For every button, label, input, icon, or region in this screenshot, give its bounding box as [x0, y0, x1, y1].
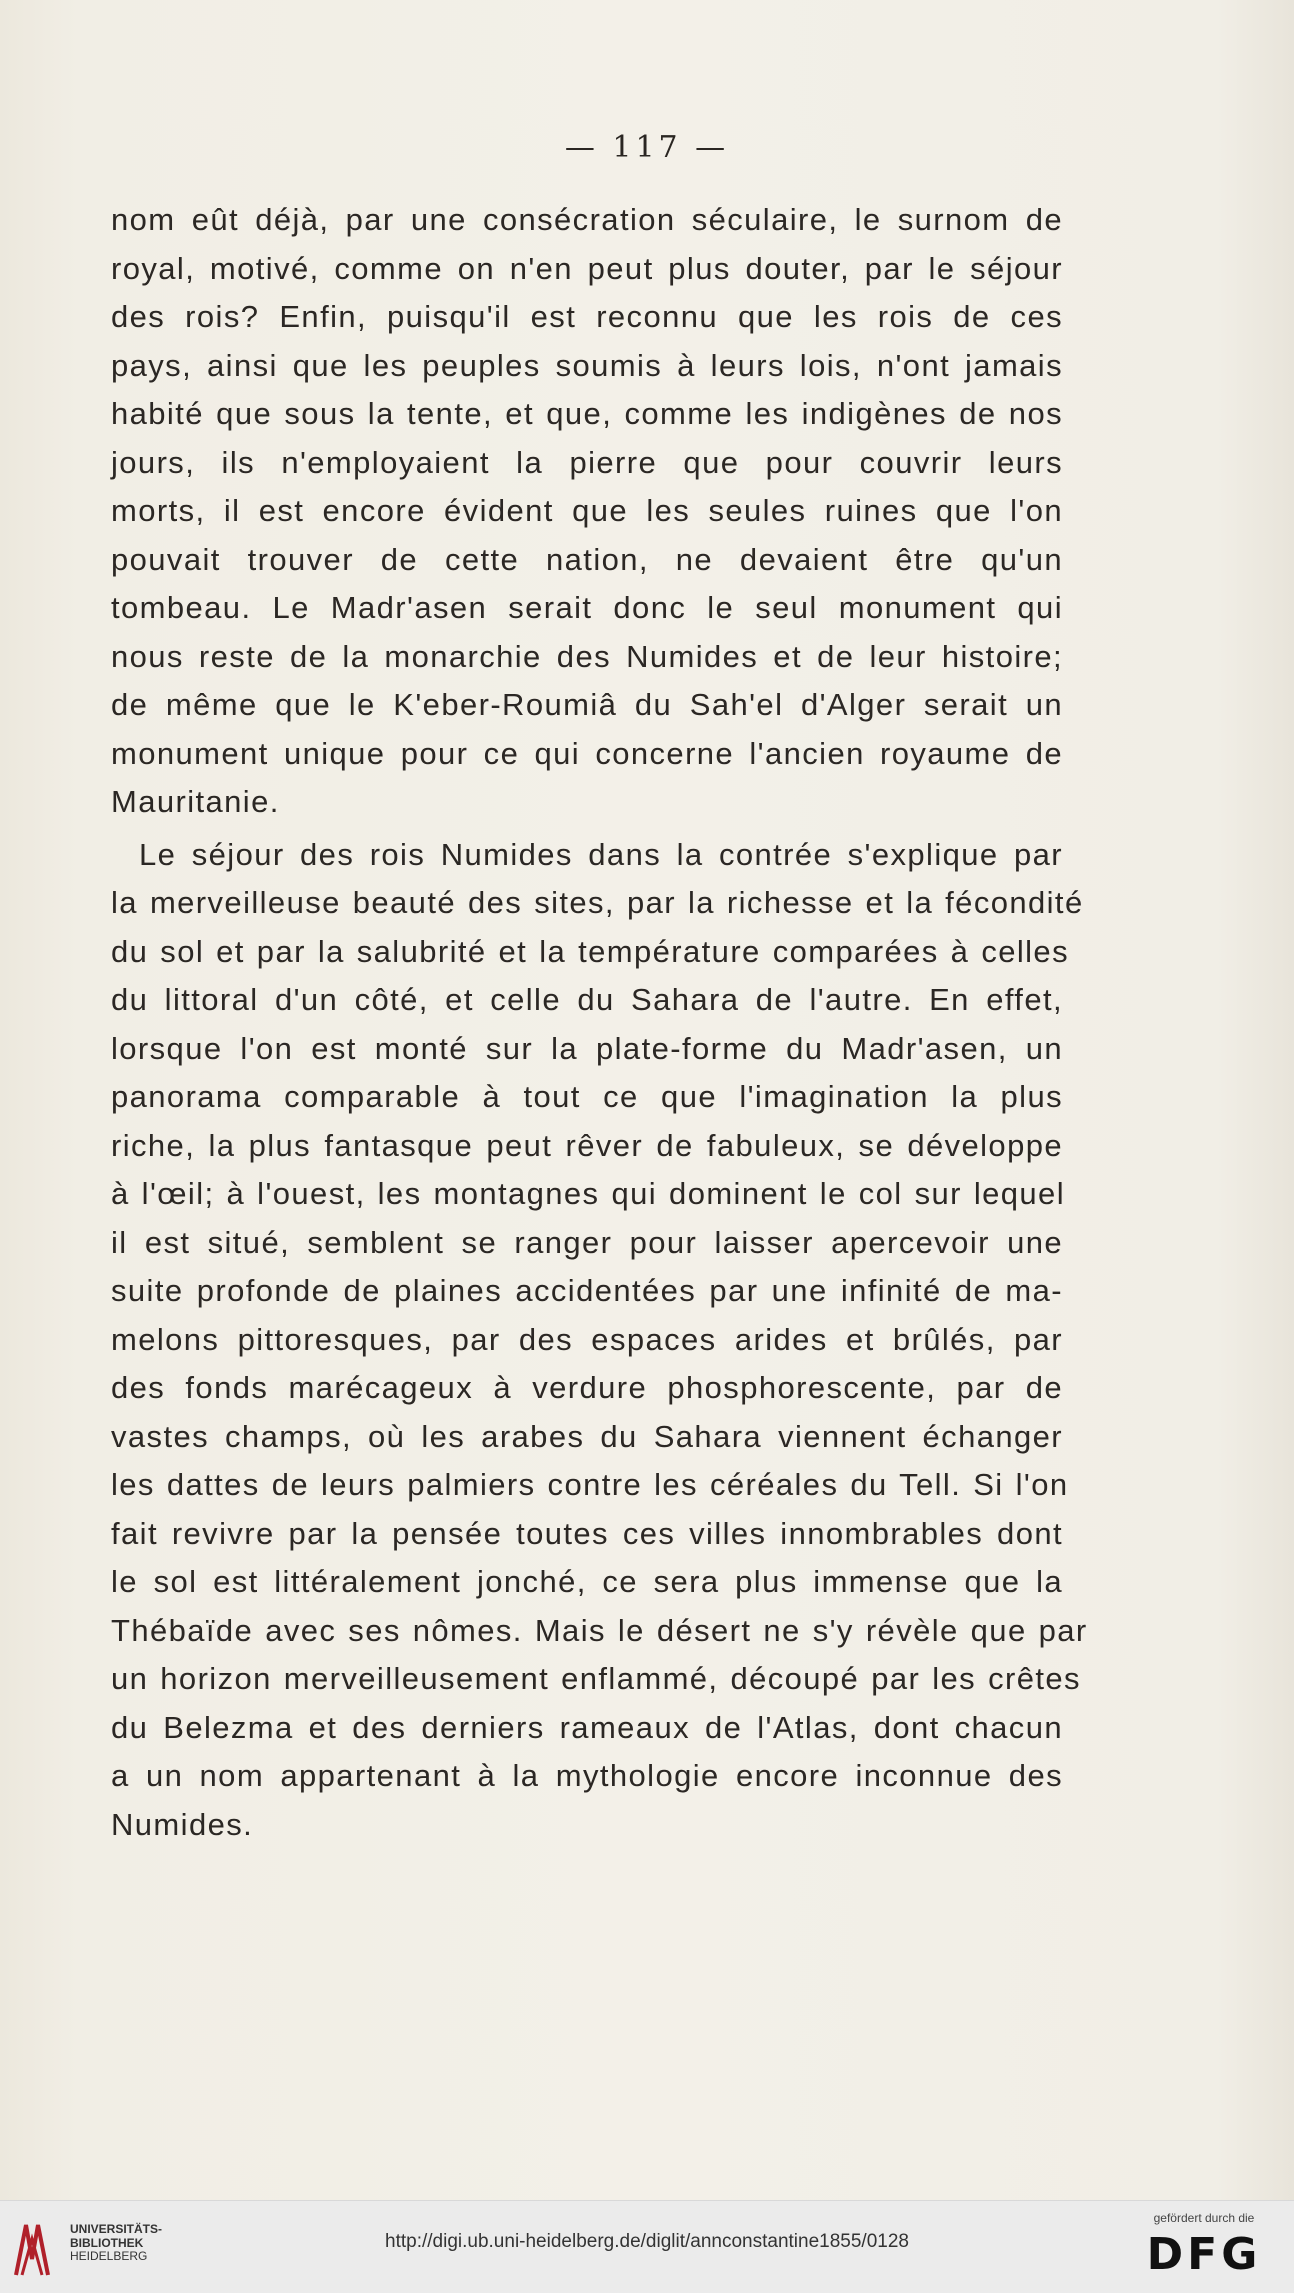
text-line: melons pittoresques, par des espaces arides et brûlés, par	[111, 1321, 1063, 1357]
text-line: royal, motivé, comme on n'en peut plus douter, par le séjour	[111, 250, 1063, 286]
text-line: les dattes de leurs palmiers contre les céréales du Tell. Si l'on	[111, 1467, 1069, 1502]
text-line: pays, ainsi que les peuples soumis à leurs lois, n'ont jamais	[111, 347, 1063, 383]
funder-block	[1134, 2211, 1274, 2280]
text-line: du littoral d'un côté, et celle du Sahara de l'autre. En effet,	[111, 982, 1063, 1017]
text-line: suite profonde de plaines accidentées par une infinité de ma-	[111, 1273, 1063, 1308]
body-text	[111, 196, 1088, 1849]
text-line: vastes champs, où les arabes du Sahara viennent échanger	[111, 1418, 1063, 1454]
text-line: panorama comparable à tout ce que l'imagination la plus	[111, 1079, 1063, 1114]
page-number: — 117 —	[564, 130, 730, 165]
funded-by-label: gefördert durch die	[1153, 2211, 1255, 2225]
text-line: Le séjour des rois Numides dans la contrée s'explique par	[139, 836, 1063, 872]
text-line: du sol et par la salubrité et la température comparées à celles	[111, 933, 1069, 969]
permalink-url[interactable]: http://digi.ub.uni-heidelberg.de/diglit/annconstantine1855/0128	[385, 2231, 909, 2252]
text-line: des rois? Enfin, puisqu'il est reconnu que les rois de ces	[111, 299, 1063, 334]
text-line: fait revivre par la pensée toutes ces villes innombrables dont	[111, 1515, 1063, 1551]
text-line: lorsque l'on est monté sur la plate-forme du Madr'asen, un	[111, 1030, 1063, 1066]
text-line: nom eût déjà, par une consécration séculaire, le surnom de	[111, 202, 1063, 237]
text-line: la merveilleuse beauté des sites, par la richesse et la fécondité	[111, 885, 1084, 920]
text-line: à l'œil; à l'ouest, les montagnes qui dominent le col sur lequel	[111, 1176, 1065, 1211]
text-line: un horizon merveilleusement enflammé, découpé par les crêtes	[111, 1661, 1081, 1696]
text-line: morts, il est encore évident que les seules ruines que l'on	[111, 493, 1063, 528]
text-line: pouvait trouver de cette nation, ne devaient être qu'un	[111, 541, 1063, 577]
paragraph	[111, 831, 1088, 1850]
text-line: Thébaïde avec ses nômes. Mais le désert ne s'y révèle que par	[111, 1612, 1088, 1648]
text-line: le sol est littéralement jonché, ce sera plus immense que la	[111, 1564, 1063, 1599]
text-line: Mauritanie.	[111, 784, 280, 819]
text-line: riche, la plus fantasque peut rêver de fabuleux, se développe	[111, 1127, 1063, 1163]
text-line: a un nom appartenant à la mythologie encore inconnue des	[111, 1758, 1063, 1793]
institution-name-line: BIBLIOTHEK	[70, 2235, 144, 2250]
text-line: jours, ils n'employaient la pierre que pour couvrir leurs	[111, 444, 1063, 480]
dfg-logo: DFG	[1146, 2229, 1262, 2280]
text-line: du Belezma et des derniers rameaux de l'Atlas, dont chacun	[111, 1709, 1063, 1745]
text-line: il est situé, semblent se ranger pour laisser apercevoir une	[111, 1224, 1063, 1260]
text-line: de même que le K'eber-Roumiâ du Sah'el d'Alger serait un	[111, 687, 1063, 722]
text-line: habité que sous la tente, et que, comme les indigènes de nos	[111, 396, 1063, 431]
text-line: des fonds marécageux à verdure phosphorescente, par de	[111, 1370, 1063, 1405]
text-line: nous reste de la monarchie des Numides et de leur histoire;	[111, 638, 1063, 674]
text-line: tombeau. Le Madr'asen serait donc le seul monument qui	[111, 590, 1063, 625]
institution-name-line: UNIVERSITÄTS-	[70, 2222, 163, 2236]
paragraph	[111, 196, 1063, 827]
text-line: Numides.	[111, 1806, 254, 1842]
institution-name-line: HEIDELBERG	[70, 2249, 148, 2263]
text-line: monument unique pour ce qui concerne l'ancien royaume de	[111, 735, 1063, 771]
footer-bar	[0, 2200, 1294, 2293]
